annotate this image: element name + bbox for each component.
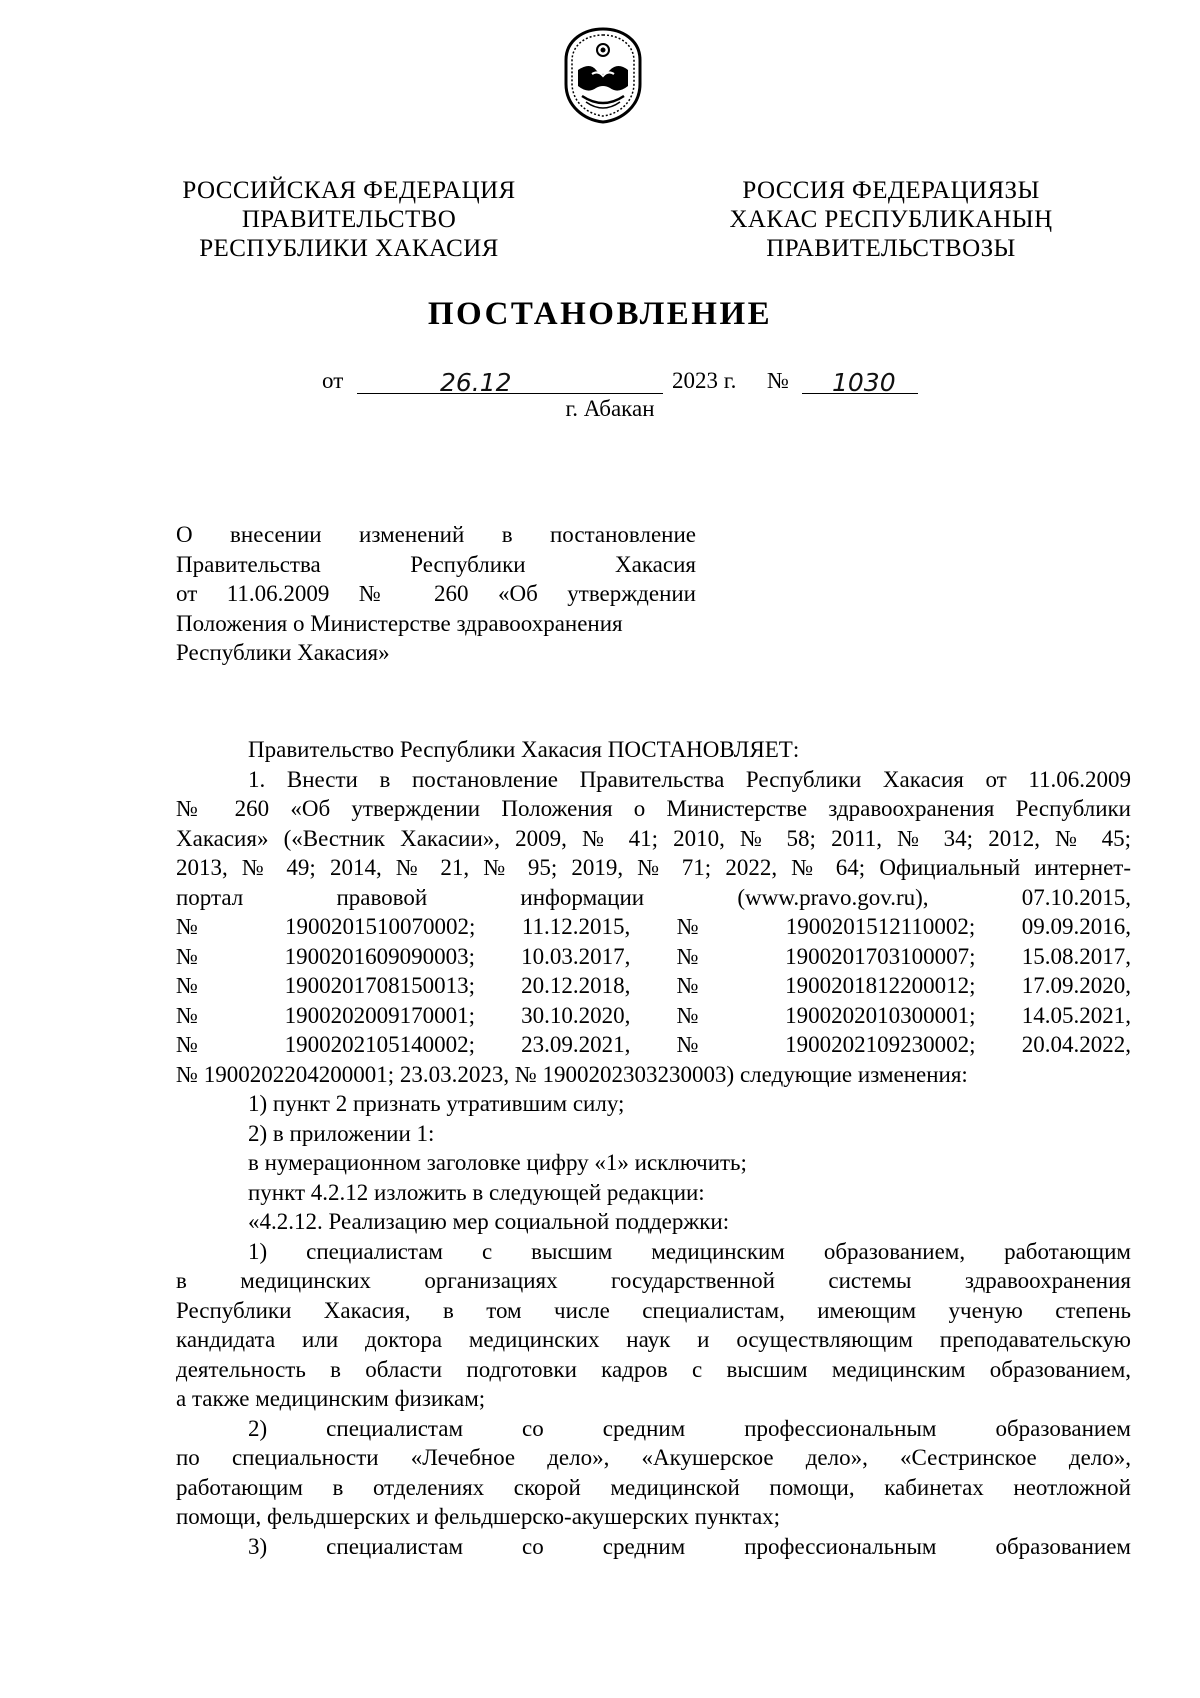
body-line: Республики Хакасия, в том числе специалистам, имеющим ученую степень: [176, 1297, 1131, 1323]
header-left-line: РОССИЙСКАЯ ФЕДЕРАЦИЯ: [182, 177, 516, 204]
city-label: г. Абакан: [565, 396, 655, 421]
header-right-line: ПРАВИТЕЛЬСТВОЗЫ: [766, 235, 1016, 262]
body-line: 2) в приложении 1:: [248, 1120, 435, 1146]
body-line: № 260 «Об утверждении Положения о Министерстве здравоохранения Республики: [176, 796, 1131, 821]
body-line: помощи, фельдшерских и фельдшерско-акушерских пунктах;: [176, 1504, 781, 1529]
subject-line: Правительства Республики Хакасия: [176, 551, 696, 577]
body-line: Хакасия» («Вестник Хакасии», 2009, № 41; 2010, № 58; 2011, № 34; 2012, № 45;: [176, 825, 1131, 851]
body-line: № 1900201510070002; 11.12.2015, № 1900201512110002; 09.09.2016,: [176, 914, 1131, 939]
body-line: № 1900202009170001; 30.10.2020, № 1900202010300001; 14.05.2021,: [176, 1002, 1131, 1028]
body-line: портал правовой информации (www.pravo.gov.ru), 07.10.2015,: [176, 884, 1131, 910]
subject-line: Республики Хакасия»: [176, 640, 390, 665]
subject-line: Положения о Министерстве здравоохранения: [176, 610, 623, 636]
body-line: «4.2.12. Реализацию мер социальной поддержки:: [248, 1209, 730, 1234]
body-line: в нумерационном заголовке цифру «1» исключить;: [248, 1150, 747, 1175]
date-prefix: от: [322, 368, 344, 393]
header-right-line: РОССИЯ ФЕДЕРАЦИЯЗЫ: [742, 177, 1040, 204]
body-line: 1. Внести в постановление Правительства Республики Хакасия от 11.06.2009: [248, 766, 1131, 792]
body-line: пункт 4.2.12 изложить в следующей редакции:: [248, 1179, 705, 1205]
subject-line: от 11.06.2009 № 260 «Об утверждении: [176, 581, 696, 606]
header-right-line: ХАКАС РЕСПУБЛИКАНЫҢ: [729, 206, 1053, 233]
body-line: кандидата или доктора медицинских наук и осуществляющим преподавательскую: [176, 1327, 1131, 1352]
number-sign: №: [767, 368, 789, 393]
header-left-line: РЕСПУБЛИКИ ХАКАСИЯ: [199, 235, 499, 262]
body-line: № 1900202105140002; 23.09.2021, № 1900202109230002; 20.04.2022,: [176, 1032, 1131, 1057]
subject-block: [176, 520, 696, 668]
year-label: 2023 г.: [672, 368, 737, 393]
header-left-line: ПРАВИТЕЛЬСТВО: [241, 206, 457, 233]
body-line: 2) специалистам со средним профессиональным образованием: [248, 1415, 1131, 1441]
body-line: 3) специалистам со средним профессиональным образованием: [248, 1533, 1131, 1559]
coat-of-arms-emblem: [562, 26, 644, 124]
body-line: 2013, № 49; 2014, № 21, № 95; 2019, № 71; 2022, № 64; Официальный интернет-: [176, 855, 1131, 880]
body-line: 1) пункт 2 признать утратившим силу;: [248, 1091, 625, 1116]
body-line: Правительство Республики Хакасия ПОСТАНОВЛЯЕТ:: [248, 737, 800, 762]
header-right-block: [716, 176, 1066, 263]
body-line: № 1900201609090003; 10.03.2017, № 1900201703100007; 15.08.2017,: [176, 943, 1131, 969]
document-type-title: ПОСТАНОВЛЕНИЕ: [427, 296, 773, 332]
body-line: работающим в отделениях скорой медицинской помощи, кабинетах неотложной: [176, 1474, 1131, 1500]
body-line: деятельность в области подготовки кадров с высшим медицинским образованием,: [176, 1356, 1131, 1382]
body-line: № 1900202204200001; 23.03.2023, № 1900202303230003) следующие изменения:: [176, 1061, 968, 1087]
body-line: а также медицинским физикам;: [176, 1386, 486, 1411]
body-line: 1) специалистам с высшим медицинским образованием, работающим: [248, 1238, 1131, 1264]
body-line: по специальности «Лечебное дело», «Акушерское дело», «Сестринское дело»,: [176, 1445, 1131, 1470]
header-left-block: [178, 176, 520, 263]
emblem-icon: [562, 26, 644, 124]
subject-line: О внесении изменений в постановление: [176, 522, 696, 547]
body-line: № 1900201708150013; 20.12.2018, № 1900201812200012; 17.09.2020,: [176, 973, 1131, 998]
body-line: в медицинских организациях государственной системы здравоохранения: [176, 1268, 1131, 1293]
handwritten-number: 1030: [832, 368, 896, 397]
body-text: [176, 735, 1131, 1561]
handwritten-date: 26.12: [440, 368, 512, 397]
